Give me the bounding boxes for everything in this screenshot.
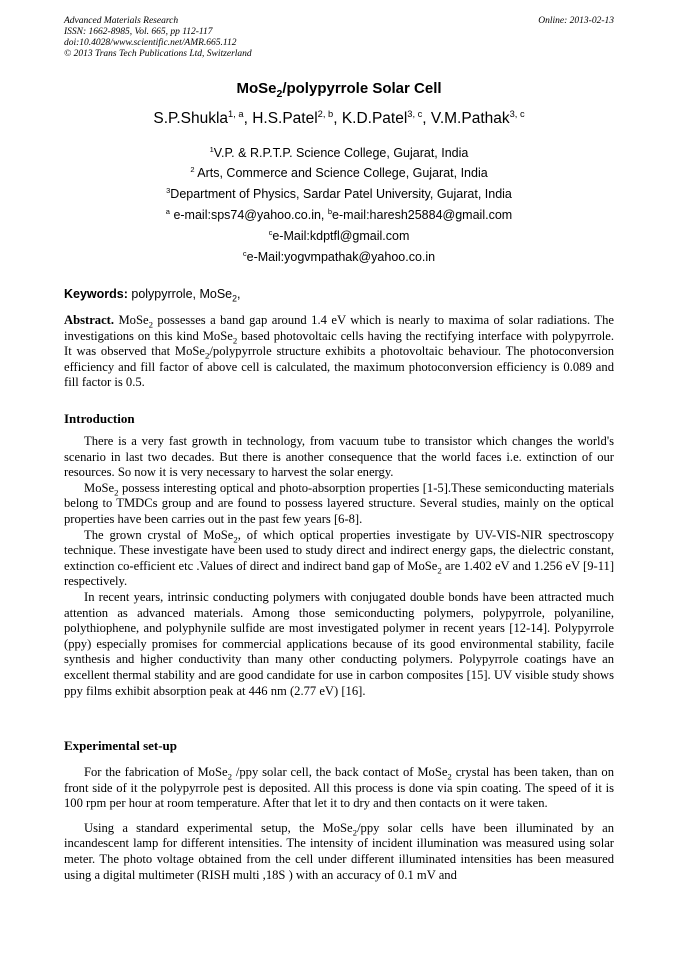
section-heading-experimental: Experimental set-up xyxy=(64,738,178,753)
author-name: V.M.Pathak xyxy=(430,110,510,127)
abstract: Abstract. MoSe$_2$ possesses a band gap around 1.4 eV which is nearly to maxima of solar radiations. The investigations on this kind MoSe$_2$ based photovoltaic cells having the rectifying interface with polypyrrole. It was observed that MoSe$_2$/polypyrrole structure exhibits a photovoltaic behaviour. The photoconversion efficiency and fill factor of above cell is calculated, the maximum photoconversion efficiency is 0.089 and fill factor is 0.5. xyxy=(64,313,614,390)
keywords-label: Keywords: xyxy=(64,287,128,301)
affiliation-email: $^a$ e-mail:sps74@yahoo.co.in, $^b$e-mail:haresh25884@gmail.com xyxy=(165,206,513,222)
affiliation: $^3$Department of Physics, Sardar Patel University, Gujarat, India xyxy=(166,185,512,201)
abstract-label: Abstract. xyxy=(64,313,115,327)
online-date: Online: 2013-02-13 xyxy=(538,16,614,26)
affiliation: $^1$V.P. & R.P.T.P. Science College, Gujarat, India xyxy=(209,144,469,160)
paragraph: MoSe$_2$ possess interesting optical and photo-absorption properties [1-5].These semiconducting materials belong to TMDCs group and are found to possess layered structure. Several studies, mainly on the optical properties have been carries out in the past few years [6-8]. xyxy=(64,480,614,526)
affiliation-email: $^c$e-Mail:kdptfl@gmail.com xyxy=(268,227,410,243)
journal-copyright: © 2013 Trans Tech Publications Ltd, Switzerland xyxy=(64,49,252,59)
journal-issn: ISSN: 1662-8985, Vol. 665, pp 112-117 xyxy=(64,27,213,37)
author-name: H.S.Patel xyxy=(252,110,318,127)
journal-header xyxy=(64,16,614,60)
experimental-body xyxy=(64,765,614,883)
author-name: S.P.Shukla xyxy=(153,110,229,127)
paragraph: In recent years, intrinsic conducting polymers with conjugated double bonds have been attracted much attention as advanced materials. Among those semiconducting polymers, polypyrrole, polyaniline, polythiophene, and polyphynile sulfide are most investigated polymer in recent years [12-14]. Polypyrrole (ppy) especially promises for commercial applications because of its good environmental stability, facile synthesis and higher conductivity than many other conducting polymers. Polypyrrole coatings have an excellent thermal stability and are good candidate for use in carbon composites [15]. UV visible study shows ppy films exhibit absorption peak at 446 nm (2.77 eV) [16]. xyxy=(64,589,614,698)
author-name: K.D.Patel xyxy=(341,110,408,127)
affiliation: $^2$ Arts, Commerce and Science College, Gujarat, India xyxy=(190,164,488,180)
paragraph: Using a standard experimental setup, the MoSe$_2$/ppy solar cells have been illuminated by an incandescent lamp for different intensities. The intensity of incident illumination was measured using solar meter. The photo voltage obtained from the cell under different illuminated intensities has been measured using a digital multimeter (RISH multi ,18S ) with an accuracy of 0.1 mV and xyxy=(64,820,614,882)
journal-doi: doi:10.4028/www.scientific.net/AMR.665.112 xyxy=(64,38,237,48)
paragraph: The grown crystal of MoSe$_2$, of which optical properties investigate by UV-VIS-NIR spectroscopy technique. These investigate have been used to study direct and indirect energy gaps, the dielectric constant, extinction co-efficient etc .Values of direct and indirect band gap of MoSe$_2$ are 1.402 eV and 1.256 eV [9-11] respectively. xyxy=(64,527,615,589)
section-heading-introduction: Introduction xyxy=(64,411,135,426)
paragraph: There is a very fast growth in technology, from vacuum tube to transistor which changes the world's scenario in last two decades. But there is another consequence that the world faces i.e. extinction of our resources. So now it is very necessary to harvest the solar energy. xyxy=(64,434,614,480)
introduction-body xyxy=(64,434,614,699)
paper-title: MoSe$_2$/polypyrrole Solar Cell xyxy=(236,80,442,100)
author-list: S.P.Shukla$^{1, a}$, H.S.Patel$^{2, b}$, K.D.Patel$^{3, c}$, V.M.Pathak$^{3, c}$ xyxy=(153,108,525,127)
paragraph: For the fabrication of MoSe$_2$ /ppy solar cell, the back contact of MoSe$_2$ crystal has been taken, than on front side of it the polypyrrole pest is deposited. All this process is done via spin coating. The speed of it is 100 rpm per hour at room temperature. After that let it to dry and then contacts on it were taken. xyxy=(64,765,615,811)
journal-name: Advanced Materials Research xyxy=(64,16,179,26)
keywords: Keywords: polypyrrole, MoSe$_2$, xyxy=(64,287,241,304)
affiliation-email: $^c$e-Mail:yogvmpathak@yahoo.co.in xyxy=(242,248,436,264)
